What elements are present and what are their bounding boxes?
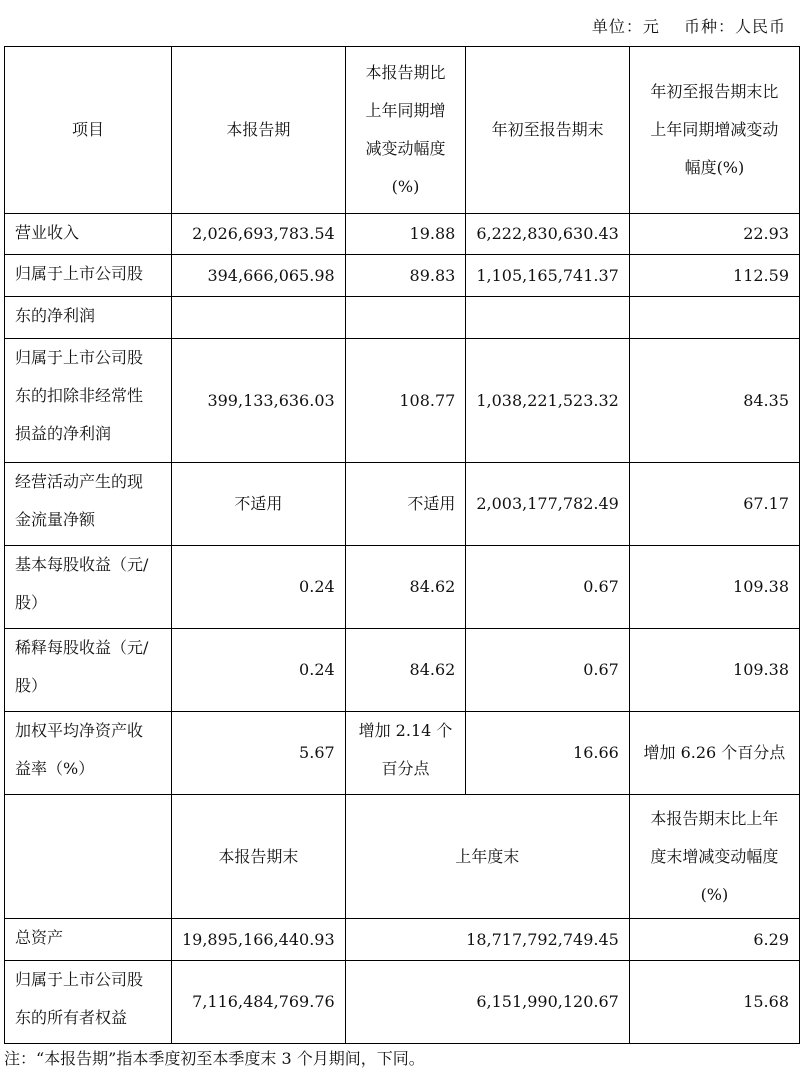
balance-header-row (5, 795, 800, 919)
header-line: 幅度(%) (684, 158, 745, 177)
unit-currency-line (592, 14, 786, 37)
header-current-change (345, 47, 466, 214)
row-label (5, 961, 172, 1044)
header-line: 年初至报告期末比 (650, 82, 779, 101)
row-label-line: 损益的净利润 (15, 424, 112, 443)
header-line: 度末增减变动幅度 (650, 846, 779, 866)
row-label (5, 712, 172, 795)
cell-current-change: 19.88 (345, 214, 466, 255)
cell-current-change: 108.77 (345, 339, 466, 463)
row-label (5, 629, 172, 712)
row-label: 东的净利润 (5, 297, 172, 339)
row-label (5, 463, 172, 546)
row-label-line: 股） (15, 676, 48, 695)
header-prior-year-end: 上年度末 (345, 795, 629, 919)
cell-ytd: 6,222,830,630.43 (466, 214, 630, 255)
header-period-end: 本报告期末 (171, 795, 345, 919)
header-line: 减变动幅度 (365, 139, 446, 158)
header-line: 本报告期末比上年 (650, 808, 779, 828)
table-row (5, 546, 800, 629)
header-line: 上年同期增 (365, 101, 446, 120)
cell-current-change: 84.62 (345, 629, 466, 712)
cell-ytd-change (629, 297, 799, 339)
row-label (5, 546, 172, 629)
cell-current: 399,133,636.03 (171, 339, 345, 463)
cell-current: 2,026,693,783.54 (171, 214, 345, 255)
table-row (5, 961, 800, 1044)
row-label-line: 东的扣除非经常性 (15, 386, 144, 405)
cell-ytd: 0.67 (466, 629, 630, 712)
cell-current (171, 297, 345, 339)
row-label: 总资产 (5, 919, 172, 961)
cell-current-change: 89.83 (345, 255, 466, 297)
row-label-line: 归属于上市公司股 (15, 970, 144, 989)
header-balance-change (629, 795, 799, 919)
footnote: 注：“本报告期”指本季度初至本季度末 3 个月期间，下同。 (4, 1049, 425, 1068)
cell-ytd-change: 22.93 (629, 214, 799, 255)
row-label-line: 经营活动产生的现 (15, 472, 144, 491)
cell-ytd-change: 84.35 (629, 339, 799, 463)
header-ytd: 年初至报告期末 (466, 47, 630, 214)
cell-ytd: 1,038,221,523.32 (466, 339, 630, 463)
cell-period-end: 19,895,166,440.93 (171, 919, 345, 961)
financial-data-table (4, 46, 800, 1044)
currency-label: 币种：人民币 (683, 17, 786, 36)
cell-ytd-change: 109.38 (629, 629, 799, 712)
cell-ytd: 0.67 (466, 546, 630, 629)
cell-ytd: 2,003,177,782.49 (466, 463, 630, 546)
unit-label: 单位：元 (591, 17, 660, 36)
row-label-line: 基本每股收益（元/ (15, 555, 149, 574)
row-label-line: 归属于上市公司股 (15, 348, 144, 367)
header-line: (%) (391, 177, 420, 196)
cell-balance-change: 15.68 (629, 961, 799, 1044)
cell-ytd: 1,105,165,741.37 (466, 255, 630, 297)
cell-current: 394,666,065.98 (171, 255, 345, 297)
header-ytd-change (629, 47, 799, 214)
cell-ytd-change: 112.59 (629, 255, 799, 297)
header-line: (%) (700, 884, 729, 904)
table-row (5, 919, 800, 961)
cell-period-end: 7,116,484,769.76 (171, 961, 345, 1044)
balance-header-blank (5, 795, 172, 919)
table-row (5, 339, 800, 463)
row-label-line: 加权平均净资产收 (15, 721, 144, 740)
cell-ytd-change: 增加 6.26 个百分点 (629, 712, 799, 795)
cell-current: 不适用 (171, 463, 345, 546)
row-label-line: 东的所有者权益 (15, 1008, 128, 1027)
table-row (5, 214, 800, 255)
cell-current-change (345, 712, 466, 795)
cell-line: 增加 2.14 个 (358, 721, 453, 740)
table-row (5, 463, 800, 546)
cell-ytd-change: 109.38 (629, 546, 799, 629)
table-row (5, 297, 800, 339)
table-row (5, 629, 800, 712)
cell-ytd: 16.66 (466, 712, 630, 795)
header-current-period: 本报告期 (171, 47, 345, 214)
cell-current: 0.24 (171, 629, 345, 712)
row-label: 营业收入 (5, 214, 172, 255)
cell-prior-year-end: 18,717,792,749.45 (345, 919, 629, 961)
table-row (5, 255, 800, 297)
cell-current: 5.67 (171, 712, 345, 795)
table-row (5, 712, 800, 795)
row-label: 归属于上市公司股 (5, 255, 172, 297)
cell-current-change: 84.62 (345, 546, 466, 629)
row-label (5, 339, 172, 463)
row-label-line: 稀释每股收益（元/ (15, 638, 149, 657)
cell-ytd-change: 67.17 (629, 463, 799, 546)
table-header-row (5, 47, 800, 214)
row-label-line: 股） (15, 593, 48, 612)
cell-current: 0.24 (171, 546, 345, 629)
row-label-line: 金流量净额 (15, 510, 96, 529)
cell-line: 百分点 (381, 759, 430, 778)
cell-balance-change: 6.29 (629, 919, 799, 961)
row-label-line: 益率（%） (15, 759, 95, 778)
cell-prior-year-end: 6,151,990,120.67 (345, 961, 629, 1044)
cell-ytd (466, 297, 630, 339)
header-line: 上年同期增减变动 (650, 120, 779, 139)
cell-current-change: 不适用 (345, 463, 466, 546)
header-item: 项目 (5, 47, 172, 214)
cell-current-change (345, 297, 466, 339)
header-line: 本报告期比 (365, 63, 446, 82)
